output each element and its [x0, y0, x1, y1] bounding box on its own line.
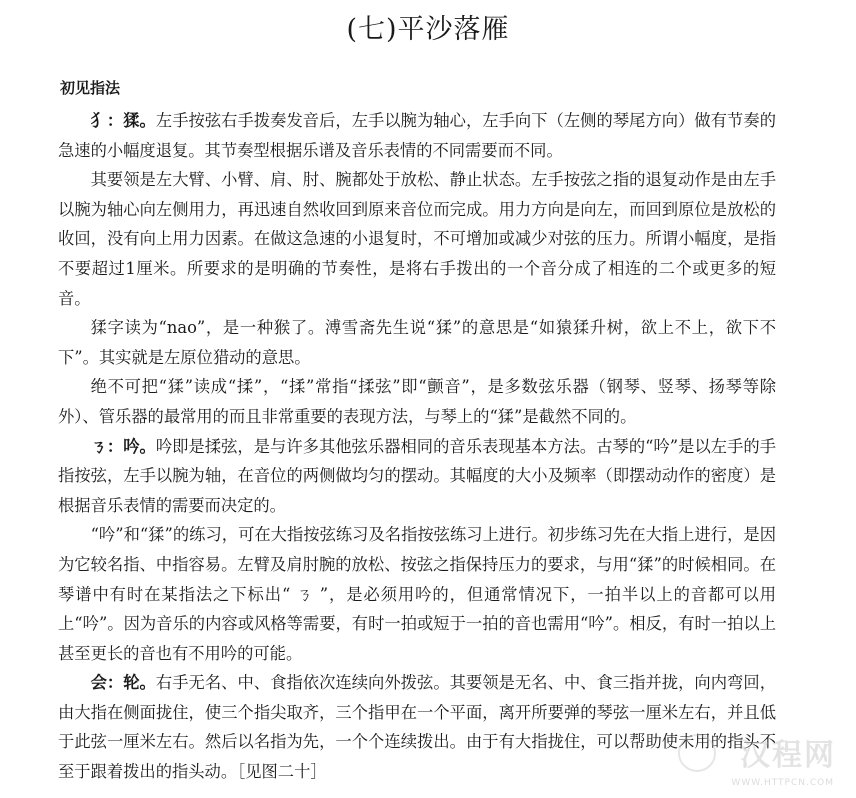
body-text	[58, 106, 776, 787]
nao-notation-symbol: 犭	[90, 111, 107, 130]
term-lun: ：轮。	[106, 673, 156, 693]
paragraph-nao-vs-rou	[58, 372, 776, 431]
paragraph-nao-meaning	[58, 313, 776, 372]
watermark-url: WWW.HTTPCN.COM	[731, 778, 834, 788]
lun-notation-symbol: 会	[90, 673, 107, 693]
paragraph-text: 其要领是左大臂、小臂、肩、肘、腕都处于放松、静止状态。左手按弦之指的退复动作是由左手以腕为轴心向左侧用力，再迅速自然收回到原来音位而完成。用力方向是向左，而回到原位是放松的收回，没有向上用力因素。在做这急速的小退复时，不可增加或减少对弦的压力。所谓小幅度，是指不要超过1厘米。所要求的是明确的节奏性，是将右手拨出的一个音分成了相连的二个或更多的短音。	[58, 170, 776, 308]
watermark-logo-icon	[678, 734, 716, 772]
paragraph-text: 吟即是揉弦，是与许多其他弦乐器相同的音乐表现基本方法。古琴的“吟”是以左手的手指按弦，左手以腕为轴，在音位的两侧做均匀的摆动。其幅度的大小及频率（即摆动动作的密度）是根据音乐表情的需要而决定的。	[58, 436, 776, 515]
paragraph-text: 绝不可把“猱”读成“揉”，“揉”常指“揉弦”即“颤音”，是多数弦乐器（钢琴、竖琴、扬琴等除外）、管乐器的最常用的而且非常重要的表现方法，与琴上的“猱”是截然不同的。	[58, 377, 776, 426]
yin-notation-symbol: ㄋ	[90, 436, 107, 456]
term-nao: ：猱。	[106, 111, 156, 130]
paragraph-nao-technique	[58, 165, 776, 313]
paragraph-text: 猱字读为“nao”，是一种猴了。溥雪斋先生说“猱”的意思是“如猿猱升树，欲上不上，欲下不下”。其实就是左原位猎动的意思。	[58, 318, 776, 367]
paragraph-yin-practice	[58, 520, 776, 668]
paragraph-lun-definition	[58, 668, 776, 786]
page-title: (七)平沙落雁	[346, 14, 510, 45]
term-yin: ：吟。	[106, 436, 156, 456]
paragraph-text: 左手按弦右手拨奏发音后，左手以腕为轴心，左手向下（左侧的琴尾方向）做有节奏的急速的小幅度退复。其节奏型根据乐谱及音乐表情的不同需要而不同。	[58, 111, 776, 160]
section-heading: 初见指法	[60, 79, 121, 97]
paragraph-nao-definition	[58, 106, 776, 165]
paragraph-text: 右手无名、中、食指依次连续向外拨弦。其要领是无名、中、食三指并拢，向内弯回，由大指在侧面拢住，使三个指尖取齐，三个指甲在一个平面，离开所要弹的琴弦一厘米左右，并且低于此弦一厘米左右。然后以名指为先，一个个连续拨出。由于有大指拢住，可以帮助使未用的指头不至于跟着拨出的指头动。［见图二十］	[58, 673, 776, 782]
paragraph-text: “吟”和“猱”的练习，可在大指按弦练习及名指按弦练习上进行。初步练习先在大指上进行，是因为它较名指、中指容易。左臂及肩肘腕的放松、按弦之指保持压力的要求，与用“猱”的时候相同。在琴谱中有时在某指法之下标出“ ㄋ ”，是必须用吟的，但通常情况下，一拍半以上的音都可以用上“吟”。因为音乐的内容或风格等需要，有时一拍或短于一拍的音也需用“吟”。相反，有时一拍以上甚至更长的音也有不用吟的可能。	[58, 525, 776, 663]
site-watermark	[670, 728, 840, 792]
watermark-text: 汉程网	[740, 738, 836, 773]
paragraph-yin-definition	[58, 432, 776, 521]
